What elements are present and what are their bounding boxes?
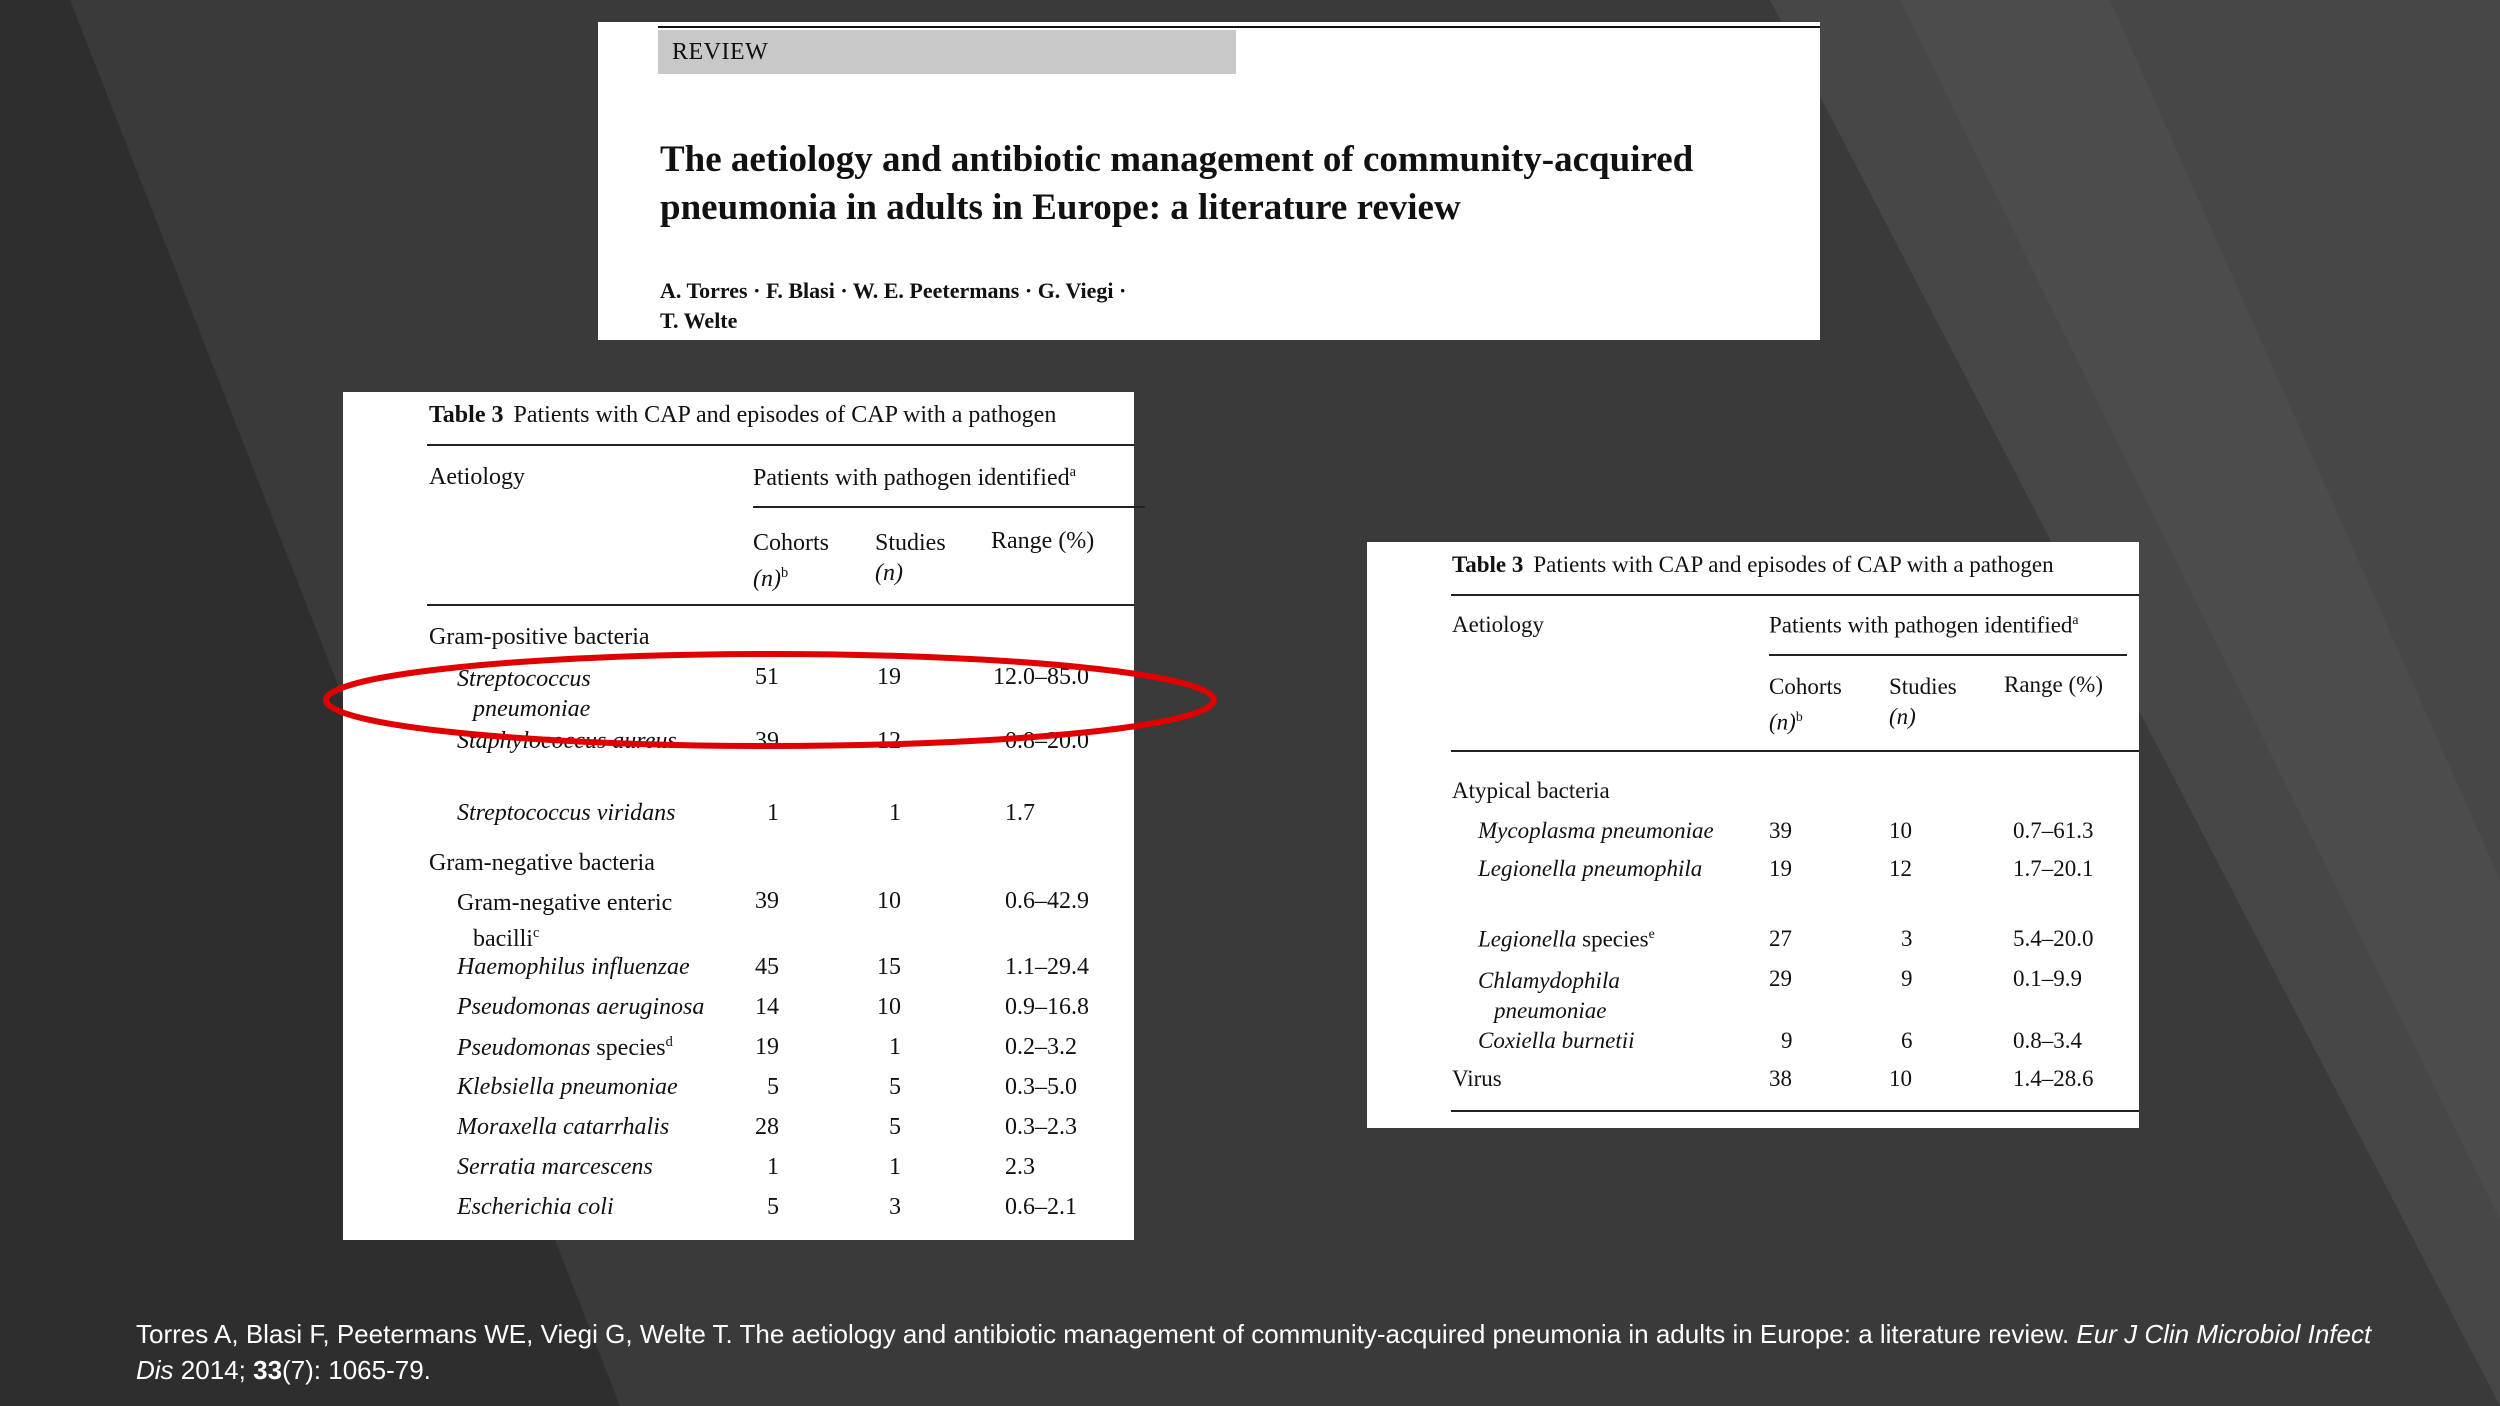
row-name: Pseudomonas species$^d$ (457, 1034, 673, 1061)
section-label: REVIEW (658, 30, 1236, 74)
row-studies: 1 (889, 1034, 901, 1060)
row-studies: 5 (889, 1114, 901, 1140)
authors-line-2: T. Welte (660, 308, 738, 333)
col-range: Range (%) (2004, 672, 2103, 697)
row-name: Klebsiella pneumoniae (457, 1074, 678, 1100)
row-studies: 10 (1889, 818, 1912, 843)
table-rule-top (1451, 594, 2139, 596)
highlight-ellipse (320, 648, 1220, 752)
group-rule (753, 506, 1145, 508)
row-range: 0.6–42.9 (1005, 888, 1089, 914)
row-range: 1.1–29.4 (1005, 954, 1089, 980)
article-header (598, 22, 1820, 340)
row-range: 0.8–3.4 (2013, 1028, 2082, 1053)
row-studies: 12 (1889, 856, 1912, 881)
row-range: 0.9–16.8 (1005, 994, 1089, 1020)
table-caption: Table 3 Patients with CAP and episodes of CAP with a pathogen (429, 402, 1057, 428)
row-studies: 9 (1901, 966, 1913, 991)
row-name: Mycoplasma pneumoniae (1478, 818, 1714, 843)
col-group: Patients with pathogen identified$^a$ (1769, 612, 2079, 638)
row-cohorts: 9 (1781, 1028, 1793, 1053)
header-rule-bottom (427, 604, 1134, 606)
row-name: Legionella species$^e$ (1478, 926, 1655, 952)
row-cohorts: 27 (1769, 926, 1792, 951)
row-cohorts: 39 (755, 728, 779, 754)
row-name: Gram-negative enteric bacilli$^c$ (457, 890, 673, 952)
row-name: Pseudomonas aeruginosa (457, 994, 705, 1020)
row-name: Staphylococcus aureus (457, 728, 677, 754)
row-cohorts: 19 (755, 1034, 779, 1060)
table-caption: Table 3 Patients with CAP and episodes of CAP with a pathogen (1452, 552, 2054, 577)
col-aetiology: Aetiology (1452, 612, 1544, 637)
row-cohorts: 28 (755, 1114, 779, 1140)
header-rule (658, 26, 1820, 28)
row-studies: 12 (877, 728, 901, 754)
row-cohorts: 39 (755, 888, 779, 914)
row-cohorts: 5 (767, 1074, 779, 1100)
row-range: 5.4–20.0 (2013, 926, 2094, 951)
row-name: Chlamydophila pneumoniae (1478, 968, 1620, 1023)
row-range: 1.4–28.6 (2013, 1066, 2094, 1091)
group-gram-positive: Gram-positive bacteria (429, 624, 650, 650)
row-studies: 3 (1901, 926, 1913, 951)
row-studies: 1 (889, 800, 901, 826)
row-cohorts: 1 (767, 1154, 779, 1180)
row-range: 0.3–2.3 (1005, 1114, 1077, 1140)
article-title (660, 136, 1693, 232)
row-cohorts: 1 (767, 800, 779, 826)
row-range: 0.6–2.1 (1005, 1194, 1077, 1220)
row-studies: 10 (877, 888, 901, 914)
row-name: Serratia marcescens (457, 1154, 653, 1180)
header-rule-bottom (1451, 750, 2139, 752)
table-rule-top (427, 444, 1134, 446)
row-name: Escherichia coli (457, 1194, 614, 1220)
col-cohorts: Cohorts $(n)^b$ (1769, 674, 1842, 735)
article-authors (660, 276, 1126, 336)
group-gram-negative: Gram-negative bacteria (429, 850, 655, 876)
row-cohorts: 38 (1769, 1066, 1792, 1091)
row-range: 0.2–3.2 (1005, 1034, 1077, 1060)
row-studies: 6 (1901, 1028, 1913, 1053)
title-line-2: pneumonia in adults in Europe: a literature review (660, 187, 1461, 228)
row-name: Coxiella burnetii (1478, 1028, 1635, 1053)
row-range: 0.7–61.3 (2013, 818, 2094, 843)
row-studies: 5 (889, 1074, 901, 1100)
title-line-1: The aetiology and antibiotic management of community-acquired (660, 139, 1694, 180)
row-studies: 3 (889, 1194, 901, 1220)
col-aetiology: Aetiology (429, 464, 525, 490)
table-rule-bottom (1451, 1110, 2139, 1112)
row-range: 0.1–9.9 (2013, 966, 2082, 991)
row-cohorts: 19 (1769, 856, 1792, 881)
row-cohorts: 5 (767, 1194, 779, 1220)
row-cohorts: 39 (1769, 818, 1792, 843)
col-range: Range (%) (991, 528, 1095, 554)
row-name: Moraxella catarrhalis (457, 1114, 670, 1140)
row-studies: 19 (877, 664, 901, 690)
group-atypical: Atypical bacteria (1452, 778, 1610, 803)
col-group: Patients with pathogen identified$^a$ (753, 464, 1076, 491)
col-studies: Studies (n) (875, 530, 946, 586)
col-cohorts: Cohorts $(n)^b$ (753, 530, 830, 592)
row-studies: 10 (1889, 1066, 1912, 1091)
row-name: Streptococcus pneumoniae (457, 666, 591, 722)
row-cohorts: 29 (1769, 966, 1792, 991)
row-range: 0.8–20.0 (1005, 728, 1089, 754)
row-cohorts: 14 (755, 994, 779, 1020)
row-range: 0.3–5.0 (1005, 1074, 1077, 1100)
row-range: 1.7–20.1 (2013, 856, 2094, 881)
authors-line-1: A. Torres · F. Blasi · W. E. Peetermans · G. Viegi · (660, 278, 1127, 303)
row-range: 12.0–85.0 (993, 664, 1089, 690)
group-virus: Virus (1452, 1066, 1502, 1091)
row-name: Streptococcus viridans (457, 800, 676, 826)
row-studies: 10 (877, 994, 901, 1020)
row-name: Haemophilus influenzae (457, 954, 690, 980)
row-studies: 1 (889, 1154, 901, 1180)
row-name: Legionella pneumophila (1478, 856, 1703, 881)
row-range: 2.3 (1005, 1154, 1035, 1180)
row-cohorts: 51 (755, 664, 779, 690)
col-studies: Studies (n) (1889, 674, 1957, 729)
row-cohorts: 45 (755, 954, 779, 980)
table-right (1367, 542, 2139, 1128)
group-rule (1769, 654, 2127, 656)
row-range: 1.7 (1005, 800, 1035, 826)
row-studies: 15 (877, 954, 901, 980)
table-left (343, 392, 1134, 1240)
citation: Torres A, Blasi F, Peetermans WE, Viegi G, Welte T. The aetiology and antibiotic management of community-acquired pneumonia in adults in Europe: a literature review. Eur J Clin Microbiol Infect Dis 2014; 33(7): 1065-79. (136, 1319, 2372, 1385)
